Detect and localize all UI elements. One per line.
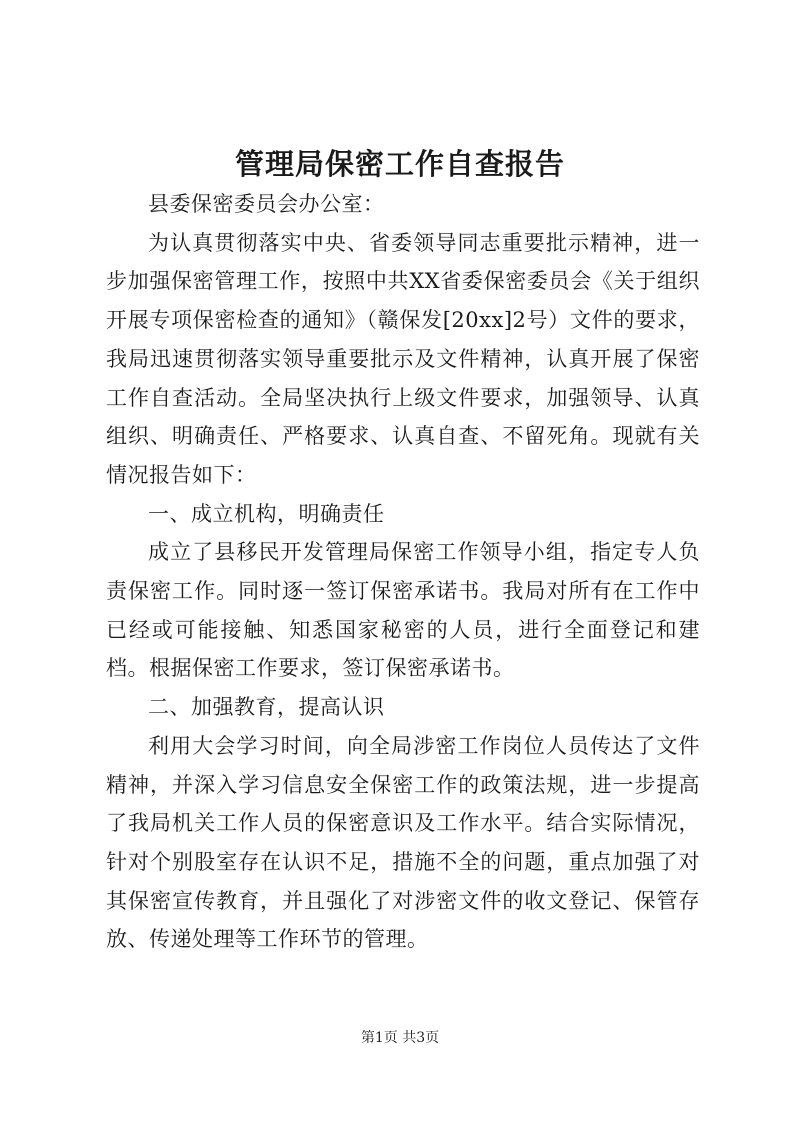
section-1-paragraph: 成立了县移民开发管理局保密工作领导小组，指定专人负责保密工作。同时逐一签订保密承诺书。我局对所有在工作中已经或可能接触、知悉国家秘密的人员，进行全面登记和建档。根据保密工作要求，签订保密承诺书。 bbox=[106, 540, 700, 681]
document-body bbox=[106, 185, 700, 959]
page-number-footer: 第1页 共3页 bbox=[360, 1030, 440, 1046]
section-heading-2: 二、加强教育，提高认识 bbox=[148, 695, 385, 720]
section-heading-1: 一、成立机构，明确责任 bbox=[148, 501, 385, 526]
section-2-paragraph: 利用大会学习时间，向全局涉密工作岗位人员传达了文件精神，并深入学习信息安全保密工作的政策法规，进一步提高了我局机关工作人员的保密意识及工作水平。结合实际情况，针对个别股室存在认识不足，措施不全的问题，重点加强了对其保密宣传教育，并且强化了对涉密文件的收文登记、保管存放、传递处理等工作环节的管理。 bbox=[106, 733, 700, 952]
intro-paragraph: 为认真贯彻落实中央、省委领导同志重要批示精神，进一步加强保密管理工作，按照中共XX省委保密委员会《关于组织开展专项保密检查的通知》（赣保发[20xx]2号）文件的要求，我局迅速贯彻落实领导重要批示及文件精神，认真开展了保密工作自查活动。全局坚决执行上级文件要求，加强领导、认真组织、明确责任、严格要求、认真自查、不留死角。现就有关情况报告如下： bbox=[106, 230, 700, 487]
greeting-line: 县委保密委员会办公室： bbox=[148, 192, 385, 216]
document-title: 管理局保密工作自查报告 bbox=[234, 147, 565, 181]
